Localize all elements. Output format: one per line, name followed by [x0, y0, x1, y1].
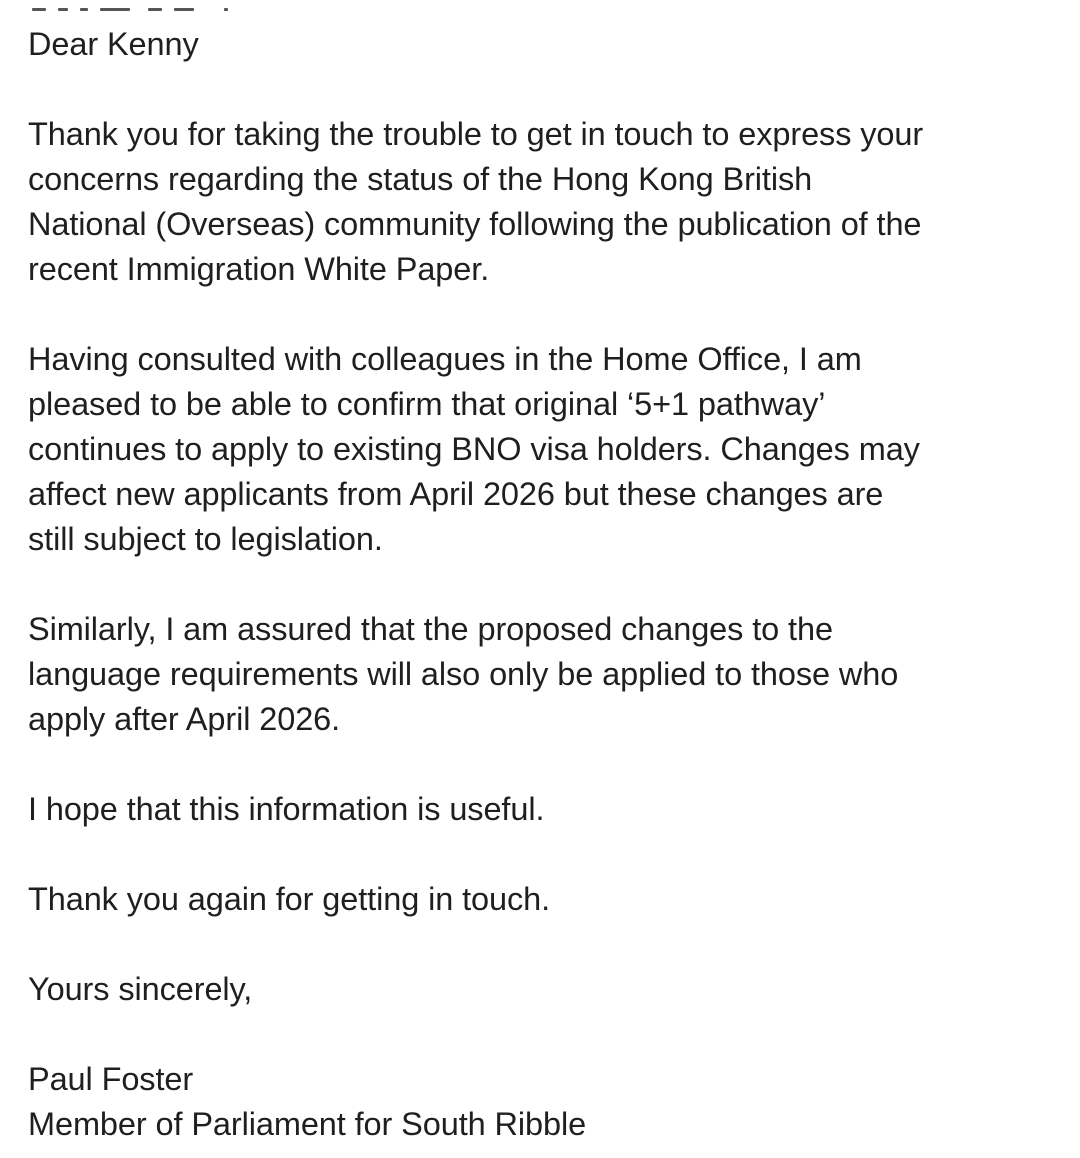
paragraph-line: recent Immigration White Paper. [28, 251, 490, 287]
paragraph-line: I hope that this information is useful. [28, 791, 545, 827]
paragraph-3 [28, 607, 1068, 742]
cropped-text-line [28, 0, 248, 14]
paragraph-4 [28, 787, 1068, 832]
letter-body [28, 22, 1068, 1147]
paragraph-line: still subject to legislation. [28, 521, 383, 557]
paragraph-line: Thank you for taking the trouble to get in touch to express your [28, 116, 924, 152]
paragraph-line: National (Overseas) community following the publication of the [28, 206, 922, 242]
paragraph-line: language requirements will also only be applied to those who [28, 656, 899, 692]
paragraph-line: Similarly, I am assured that the proposed changes to the [28, 611, 833, 647]
paragraph-line: Thank you again for getting in touch. [28, 881, 551, 917]
paragraph-5 [28, 877, 1068, 922]
paragraph-line: affect new applicants from April 2026 but these changes are [28, 476, 884, 512]
signature-title: Member of Parliament for South Ribble [28, 1106, 587, 1142]
paragraph-line: continues to apply to existing BNO visa holders. Changes may [28, 431, 920, 467]
greeting [28, 22, 1068, 67]
signature-name: Paul Foster [28, 1061, 194, 1097]
paragraph-line: apply after April 2026. [28, 701, 341, 737]
paragraph-line: Having consulted with colleagues in the Home Office, I am [28, 341, 862, 377]
paragraph-line: concerns regarding the status of the Hong Kong British [28, 161, 813, 197]
paragraph-1 [28, 112, 1068, 292]
paragraph-2 [28, 337, 1068, 562]
greeting-text: Dear Kenny [28, 26, 199, 62]
signature-block [28, 1057, 1068, 1147]
paragraph-line: pleased to be able to confirm that original ‘5+1 pathway’ [28, 386, 826, 422]
closing [28, 967, 1068, 1012]
closing-text: Yours sincerely, [28, 971, 253, 1007]
